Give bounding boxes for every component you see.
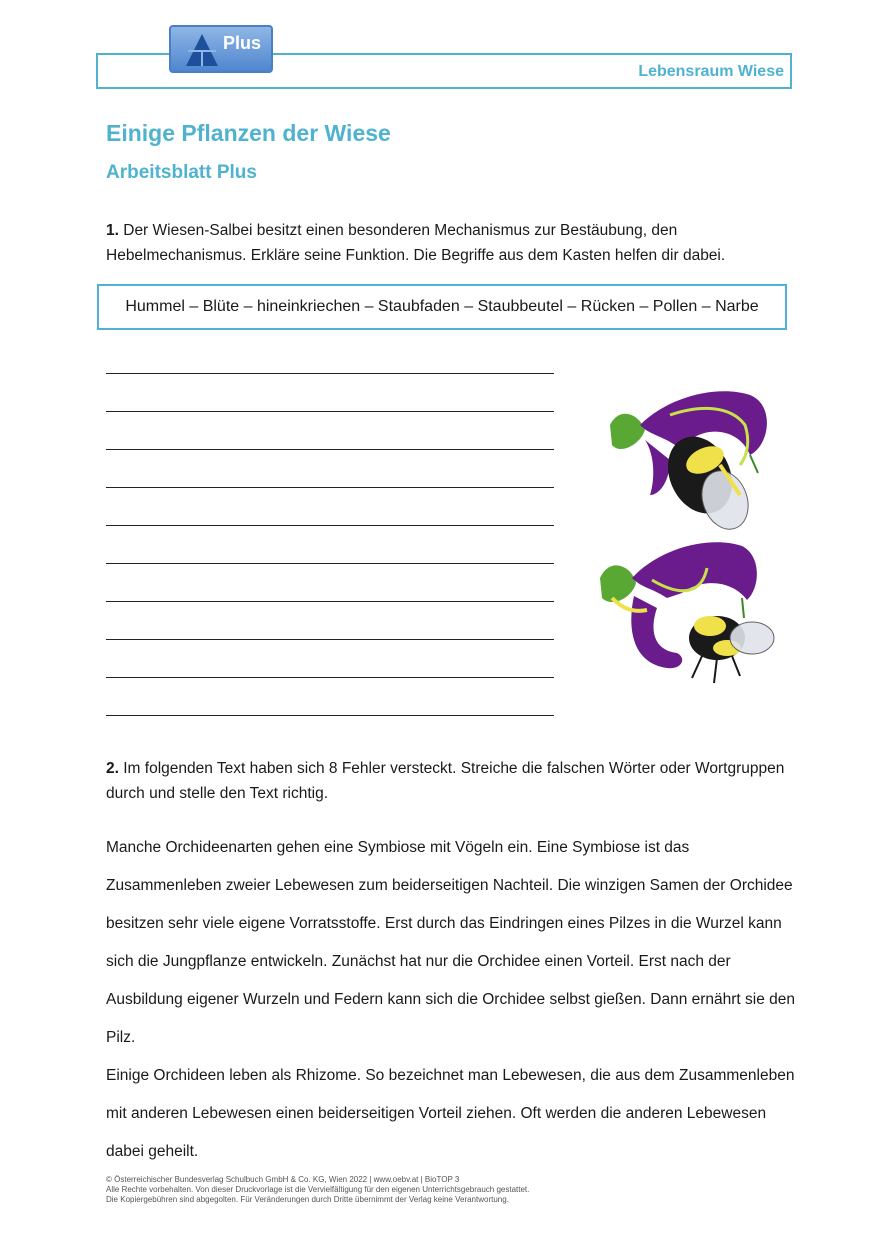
error-text-paragraph-1[interactable]: Manche Orchideenarten gehen eine Symbiose mit Vögeln ein. Eine Symbiose ist das Zusammenleben zweier Lebewesen zum beiderseitigen Nachteil. Die winzigen Samen der Orchidee besitzen sehr viele eigene Vorratsstoffe. Erst durch das Eindringen eines Pilzes in die Wurzel kann sich die Jungpflanze entwickeln. Zunächst hat nur die Orchidee einen Vorteil. Erst nach der Ausbildung eigener Wurzeln und Federn kann sich die Orchidee selbst gießen. Dann ernährt sie den Pilz. xyxy=(106,839,796,1046)
answer-lines xyxy=(106,370,554,716)
answer-line[interactable] xyxy=(106,374,554,412)
header-topic: Lebensraum Wiese xyxy=(638,63,784,80)
answer-line[interactable] xyxy=(106,412,554,450)
error-text-paragraph-2[interactable]: Einige Orchideen leben als Rhizome. So bezeichnet man Lebewesen, die aus dem Zusammenleben mit anderen Lebewesen einen beiderseitigen Vorteil ziehen. Oft werden die anderen Lebewesen dabei geheilt. xyxy=(106,1067,795,1160)
page-title: Einige Pflanzen der Wiese xyxy=(106,120,391,146)
answer-line[interactable] xyxy=(106,488,554,526)
word-box: Hummel – Blüte – hineinkriechen – Staubfaden – Staubbeutel – Rücken – Pollen – Narbe xyxy=(97,284,787,330)
task-2 xyxy=(106,756,786,806)
publisher-logo xyxy=(169,25,273,73)
task-1 xyxy=(106,218,786,268)
triangle-logo-icon xyxy=(185,32,219,68)
sage-flower-bee-illustration-2 xyxy=(592,538,787,693)
answer-line[interactable] xyxy=(106,602,554,640)
logo-text: Plus xyxy=(223,33,262,53)
task-2-number: 2. xyxy=(106,760,119,777)
footer-disclaimer: Die Kopiergebühren sind abgegolten. Für Veränderungen durch Dritte übernimmt der Verlag keine Verantwortung. xyxy=(106,1195,509,1204)
answer-line[interactable] xyxy=(106,526,554,564)
answer-line[interactable] xyxy=(106,640,554,678)
footer xyxy=(106,1175,529,1205)
footer-rights: Alle Rechte vorbehalten. Von dieser Druckvorlage ist die Vervielfältigung für den eigenen Unterrichtsgebrauch gestattet. xyxy=(106,1185,530,1194)
error-text xyxy=(106,829,796,1171)
answer-line[interactable] xyxy=(106,450,554,488)
task-1-number: 1. xyxy=(106,222,119,239)
page-subtitle: Arbeitsblatt Plus xyxy=(106,162,257,183)
footer-copyright: © Österreichischer Bundesverlag Schulbuch GmbH & Co. KG, Wien 2022 | www.oebv.at | BioTOP 3 xyxy=(106,1175,460,1184)
task-1-text: Der Wiesen-Salbei besitzt einen besonderen Mechanismus zur Bestäubung, den Hebelmechanismus. Erkläre seine Funktion. Die Begriffe aus dem Kasten helfen dir dabei. xyxy=(106,222,726,264)
task-2-text: Im folgenden Text haben sich 8 Fehler versteckt. Streiche die falschen Wörter oder Wortgruppen durch und stelle den Text richtig. xyxy=(106,760,785,802)
sage-flower-bee-illustration-1 xyxy=(600,385,780,535)
answer-line[interactable] xyxy=(106,678,554,716)
answer-line[interactable] xyxy=(106,564,554,602)
